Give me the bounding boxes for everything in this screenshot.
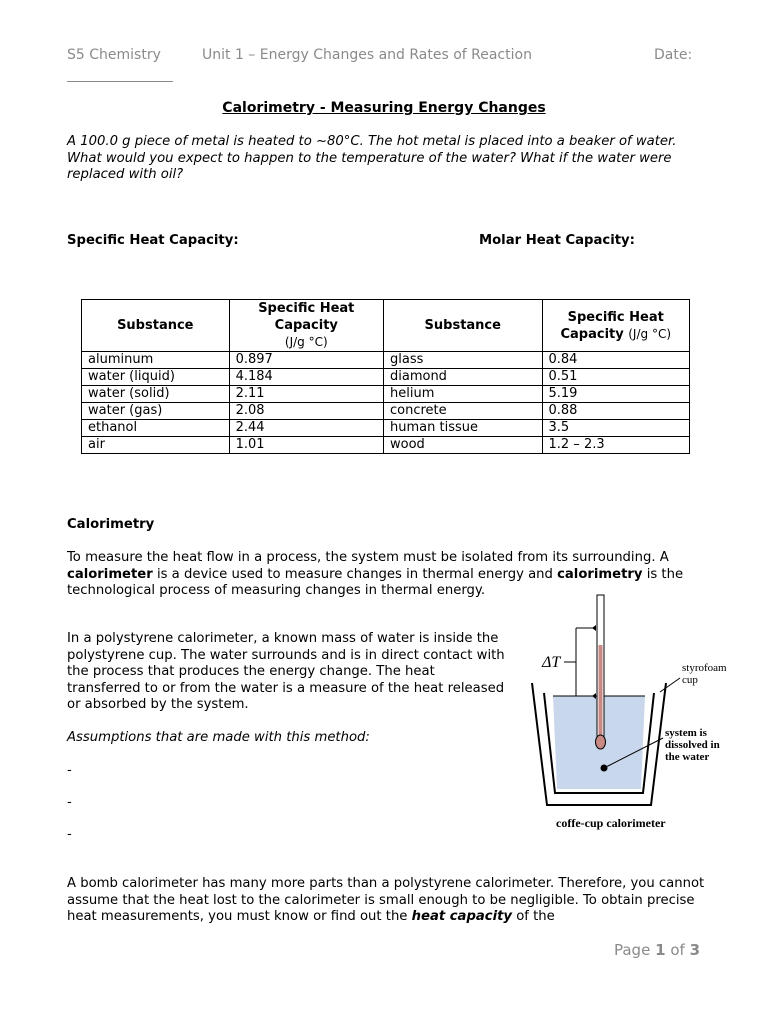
specific-heat-label: Specific Heat Capacity:	[67, 233, 239, 248]
calorimetry-paragraph-2: In a polystyrene calorimeter, a known mass of water is inside the polystyrene cup. The water surrounds and is in direct contact with the process that produces the energy change. The heat transferred to or from the water is a measure of the heat released or absorbed by the system.	[67, 631, 505, 712]
p3-text-a: A bomb calorimeter has many more parts than a polystyrene calorimeter. Therefore, you cannot assume that the heat lost to the calorimeter is small enough to be negligible. To obtain precise heat measurements, you must know or find out the	[67, 876, 705, 924]
col-shc-right	[542, 300, 690, 352]
table-cell: 5.19	[542, 386, 690, 403]
table-header-row	[82, 300, 690, 352]
delta-t-label: ΔT	[542, 654, 561, 671]
specific-heat-table	[81, 299, 690, 454]
p1-term-calorimetry: calorimetry	[557, 566, 643, 582]
table-cell: 2.44	[229, 420, 383, 437]
thermometer-mercury	[599, 645, 603, 740]
p3-text-b: of the	[512, 909, 555, 924]
table-cell: water (solid)	[82, 386, 230, 403]
table-cell: 4.184	[229, 369, 383, 386]
table-cell: 2.08	[229, 403, 383, 420]
p3-term-heat-capacity: heat capacity	[411, 909, 513, 924]
table-cell: wood	[384, 437, 543, 454]
calorimetry-paragraph-3	[67, 876, 707, 926]
table-cell: 3.5	[542, 420, 690, 437]
table-cell: aluminum	[82, 352, 230, 369]
system-dot	[601, 765, 608, 772]
table-cell: 1.01	[229, 437, 383, 454]
system-label-3: the water	[665, 751, 710, 763]
table-row	[82, 352, 690, 369]
col-shc-left-units: (J/g °C)	[284, 335, 328, 349]
col-substance-right: Substance	[384, 300, 543, 352]
coffee-cup-calorimeter-diagram	[510, 590, 750, 840]
header-course: S5 Chemistry	[67, 47, 161, 63]
col-shc-right-label: Specific Heat Capacity	[560, 309, 664, 342]
of-word: of	[670, 941, 685, 959]
molar-heat-label: Molar Heat Capacity:	[479, 233, 635, 248]
page-total: 3	[689, 941, 700, 959]
table-row	[82, 403, 690, 420]
assumption-bullet: -	[67, 795, 72, 810]
table-cell: 0.51	[542, 369, 690, 386]
col-substance-left: Substance	[82, 300, 230, 352]
table-cell: 0.88	[542, 403, 690, 420]
assumption-bullet: -	[67, 763, 72, 778]
header-unit: Unit 1 – Energy Changes and Rates of Reaction	[202, 47, 532, 63]
calorimetry-heading: Calorimetry	[67, 517, 155, 532]
table-cell: 2.11	[229, 386, 383, 403]
intro-question: A 100.0 g piece of metal is heated to ~80°C. The hot metal is placed into a beaker of water. What would you expect to happen to the temperature of the water? What if the water were replaced with oil?	[67, 134, 677, 182]
assumptions-prompt: Assumptions that are made with this method:	[67, 730, 370, 745]
p1-text-b: is a device used to measure changes in thermal energy and	[152, 566, 558, 582]
assumption-bullet: -	[67, 827, 72, 842]
thermometer-bulb	[596, 735, 606, 749]
col-shc-left	[229, 300, 383, 352]
page-title: Calorimetry - Measuring Energy Changes	[222, 100, 546, 116]
system-label-2: dissolved in	[665, 739, 720, 751]
col-shc-right-units: (J/g °C)	[628, 326, 672, 341]
styrofoam-label: styrofoam	[682, 662, 727, 674]
diagram-caption: coffe-cup calorimeter	[556, 816, 666, 830]
table-cell: diamond	[384, 369, 543, 386]
table-cell: 0.897	[229, 352, 383, 369]
styrofoam-label-2: cup	[682, 674, 698, 686]
system-label-1: system is	[665, 727, 707, 739]
date-blank-line	[67, 81, 173, 82]
p1-text-c: is the technological process of measuring changes in thermal energy.	[67, 566, 684, 598]
table-cell: ethanol	[82, 420, 230, 437]
table-cell: glass	[384, 352, 543, 369]
table-cell: human tissue	[384, 420, 543, 437]
table-cell: helium	[384, 386, 543, 403]
table-row	[82, 386, 690, 403]
table-cell: concrete	[384, 403, 543, 420]
table-row	[82, 437, 690, 454]
page-current: 1	[655, 941, 666, 959]
table-cell: water (gas)	[82, 403, 230, 420]
table-row	[82, 369, 690, 386]
table-cell: water (liquid)	[82, 369, 230, 386]
page-number	[614, 942, 700, 959]
table-cell: air	[82, 437, 230, 454]
p1-term-calorimeter: calorimeter	[67, 566, 153, 582]
col-shc-left-label: Specific Heat Capacity	[258, 301, 355, 333]
page-word: Page	[613, 941, 651, 959]
table-cell: 1.2 – 2.3	[542, 437, 690, 454]
header-date-label: Date:	[654, 47, 693, 63]
p1-text-a: To measure the heat flow in a process, the system must be isolated from its surrounding. A	[67, 550, 669, 565]
table-row	[82, 420, 690, 437]
table-cell: 0.84	[542, 352, 690, 369]
